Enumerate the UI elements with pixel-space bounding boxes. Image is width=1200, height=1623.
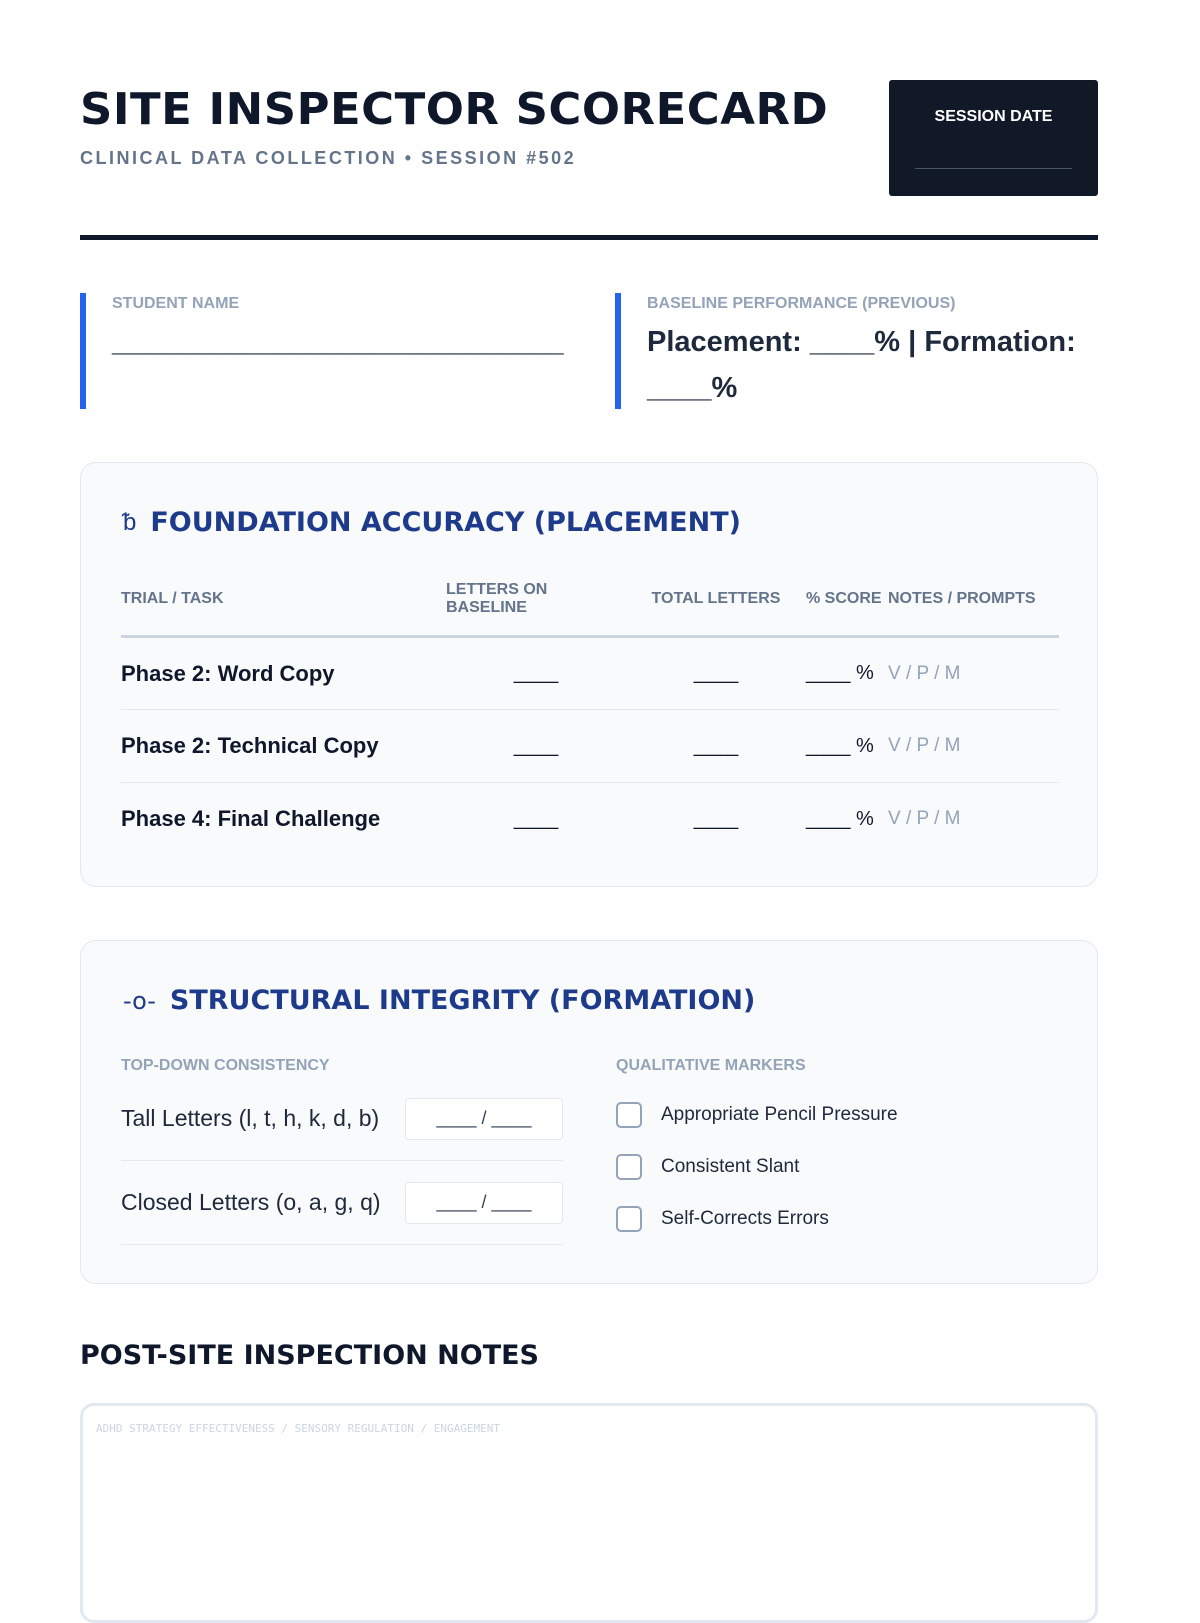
commit-icon: -o- xyxy=(123,986,156,1015)
column-header: % SCORE xyxy=(806,581,888,637)
table-row xyxy=(121,783,1059,856)
checkbox[interactable] xyxy=(616,1102,642,1128)
formation-card xyxy=(80,940,1098,1284)
placement-card xyxy=(80,462,1098,887)
session-date-line xyxy=(915,168,1072,169)
page-subtitle: CLINICAL DATA COLLECTION • SESSION #502 xyxy=(80,148,577,168)
baseline-label: BASELINE PERFORMANCE (PREVIOUS) xyxy=(647,295,956,312)
checkbox-label: Consistent Slant xyxy=(661,1156,800,1177)
table-row xyxy=(121,710,1059,783)
baseline-icon: ᵬ xyxy=(123,508,137,536)
formation-heading xyxy=(123,985,755,1016)
placement-title: FOUNDATION ACCURACY (PLACEMENT) xyxy=(150,507,741,538)
session-date-label: SESSION DATE xyxy=(934,108,1053,125)
baseline-value: Placement: ____% | Formation: ____% xyxy=(647,326,1076,404)
table-row xyxy=(121,637,1059,710)
cell-score[interactable]: ____ % xyxy=(806,637,888,710)
baseline-performance xyxy=(615,293,1098,409)
cell-total[interactable]: ____ xyxy=(626,710,806,783)
tall-letters-row xyxy=(121,1077,563,1161)
notes-textarea[interactable]: ADHD STRATEGY EFFECTIVENESS / SENSORY REGULATION / ENGAGEMENT xyxy=(80,1403,1098,1623)
consistent-slant-checkbox[interactable] xyxy=(616,1154,799,1180)
closed-letters-input[interactable]: ____ / ____ xyxy=(405,1182,563,1224)
row-label: Closed Letters (o, a, g, q) xyxy=(121,1189,381,1215)
session-date-field[interactable] xyxy=(889,80,1098,196)
student-name-label: STUDENT NAME xyxy=(112,295,240,312)
page-title: SITE INSPECTOR SCORECARD xyxy=(80,84,829,135)
student-name-value: ____________________________ xyxy=(112,326,564,358)
placement-heading xyxy=(123,507,741,538)
tall-letters-input[interactable]: ____ / ____ xyxy=(405,1098,563,1140)
cell-task: Phase 2: Technical Copy xyxy=(121,710,446,783)
closed-letters-row xyxy=(121,1161,563,1245)
consistency-label: TOP-DOWN CONSISTENCY xyxy=(121,1057,330,1074)
column-header: TRIAL / TASK xyxy=(121,581,446,637)
formation-title: STRUCTURAL INTEGRITY (FORMATION) xyxy=(169,985,756,1016)
cell-baseline[interactable]: ____ xyxy=(513,807,559,830)
checkbox-label: Self-Corrects Errors xyxy=(661,1208,829,1229)
cell-score[interactable]: ____ % xyxy=(806,710,888,783)
column-header: TOTAL LETTERS xyxy=(626,581,806,637)
self-corrects-checkbox[interactable] xyxy=(616,1206,829,1232)
cell-task: Phase 2: Word Copy xyxy=(121,637,446,710)
notes-heading: POST-SITE INSPECTION NOTES xyxy=(80,1340,539,1371)
cell-notes[interactable]: V / P / M xyxy=(888,637,1059,710)
checkbox-label: Appropriate Pencil Pressure xyxy=(661,1104,898,1125)
cell-baseline[interactable]: ____ xyxy=(446,637,626,710)
header xyxy=(80,80,1098,240)
cell-notes[interactable]: V / P / M xyxy=(888,808,961,830)
checkbox[interactable] xyxy=(616,1154,642,1180)
student-name-field[interactable] xyxy=(80,293,580,409)
checkbox[interactable] xyxy=(616,1206,642,1232)
placement-table xyxy=(121,581,1059,856)
column-header: NOTES / PROMPTS xyxy=(888,581,1059,637)
cell-task: Phase 4: Final Challenge xyxy=(121,806,381,832)
cell-notes[interactable]: V / P / M xyxy=(888,710,1059,783)
cell-total[interactable]: ____ xyxy=(626,637,806,710)
cell-baseline[interactable]: ____ xyxy=(446,710,626,783)
row-label: Tall Letters (l, t, h, k, d, b) xyxy=(121,1105,380,1131)
cell-total[interactable]: ____ xyxy=(693,807,739,830)
cell-score[interactable]: ____ % xyxy=(806,807,874,830)
markers-label: QUALITATIVE MARKERS xyxy=(616,1057,806,1074)
column-header: LETTERS ON BASELINE xyxy=(446,581,626,637)
pencil-pressure-checkbox[interactable] xyxy=(616,1102,898,1128)
